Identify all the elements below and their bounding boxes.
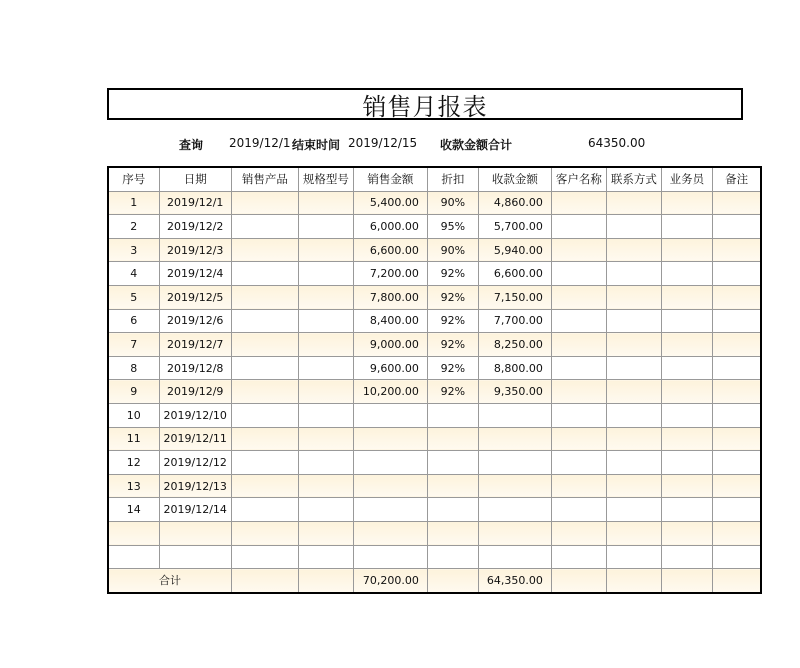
table-cell[interactable]: [606, 215, 661, 239]
col-header-date: 日期: [159, 167, 231, 191]
table-row: [108, 521, 761, 545]
table-cell[interactable]: [298, 569, 353, 593]
table-cell[interactable]: [478, 521, 551, 545]
table-cell[interactable]: [712, 191, 761, 215]
table-cell[interactable]: 7,200.00: [353, 262, 427, 286]
table-cell[interactable]: [551, 262, 606, 286]
table-cell[interactable]: 8,400.00: [353, 309, 427, 333]
table-cell[interactable]: [551, 238, 606, 262]
table-cell[interactable]: [231, 238, 298, 262]
table-cell[interactable]: 92%: [427, 333, 478, 357]
table-cell[interactable]: [231, 521, 298, 545]
table-row: [108, 498, 761, 522]
table-cell[interactable]: [298, 238, 353, 262]
table-cell[interactable]: [427, 569, 478, 593]
table-cell[interactable]: 7: [108, 333, 159, 357]
table-cell[interactable]: [298, 545, 353, 569]
table-cell[interactable]: 9,000.00: [353, 333, 427, 357]
table-cell[interactable]: [712, 333, 761, 357]
table-cell[interactable]: [606, 356, 661, 380]
table-cell[interactable]: [606, 309, 661, 333]
table-cell[interactable]: [159, 521, 231, 545]
table-cell[interactable]: [606, 521, 661, 545]
table-cell[interactable]: [661, 309, 712, 333]
table-row: [108, 403, 761, 427]
table-cell[interactable]: 2019/12/14: [159, 498, 231, 522]
table-cell[interactable]: [427, 451, 478, 475]
table-cell[interactable]: [551, 285, 606, 309]
table-cell[interactable]: [551, 380, 606, 404]
table-cell[interactable]: [231, 356, 298, 380]
col-header-product: 销售产品: [231, 167, 298, 191]
table-cell[interactable]: 5,700.00: [478, 215, 551, 239]
table-cell[interactable]: [551, 215, 606, 239]
table-row: [108, 262, 761, 286]
sales-amount-total: 70,200.00: [353, 569, 427, 593]
table-cell[interactable]: 13: [108, 474, 159, 498]
table-cell[interactable]: [353, 521, 427, 545]
table-cell[interactable]: 2019/12/3: [159, 238, 231, 262]
table-row: [108, 285, 761, 309]
table-cell[interactable]: [231, 380, 298, 404]
table-cell[interactable]: [478, 403, 551, 427]
table-cell[interactable]: 6: [108, 309, 159, 333]
table-cell[interactable]: 2019/12/7: [159, 333, 231, 357]
table-row: [108, 545, 761, 569]
table-cell[interactable]: 2019/12/12: [159, 451, 231, 475]
table-cell[interactable]: [606, 498, 661, 522]
table-cell[interactable]: 2019/12/10: [159, 403, 231, 427]
table-cell[interactable]: [231, 498, 298, 522]
table-cell[interactable]: [606, 191, 661, 215]
table-cell[interactable]: [478, 451, 551, 475]
table-cell[interactable]: 6,600.00: [353, 238, 427, 262]
table-cell[interactable]: 9: [108, 380, 159, 404]
col-header-notes: 备注: [712, 167, 761, 191]
table-cell[interactable]: [551, 451, 606, 475]
table-cell[interactable]: 90%: [427, 191, 478, 215]
table-cell[interactable]: [606, 285, 661, 309]
table-row: [108, 333, 761, 357]
col-header-sales-amount: 销售金额: [353, 167, 427, 191]
table-cell[interactable]: 7,700.00: [478, 309, 551, 333]
table-cell[interactable]: [661, 521, 712, 545]
table-cell[interactable]: [712, 427, 761, 451]
table-cell[interactable]: 2019/12/6: [159, 309, 231, 333]
table-cell[interactable]: 2019/12/13: [159, 474, 231, 498]
table-cell[interactable]: [298, 403, 353, 427]
table-cell[interactable]: [606, 380, 661, 404]
table-row: [108, 191, 761, 215]
table-cell[interactable]: [231, 262, 298, 286]
table-cell[interactable]: [298, 285, 353, 309]
sales-table: [107, 166, 762, 594]
table-cell[interactable]: [478, 474, 551, 498]
table-cell[interactable]: [606, 451, 661, 475]
table-cell[interactable]: [159, 545, 231, 569]
query-bar: [0, 136, 800, 154]
table-cell[interactable]: [661, 356, 712, 380]
table-cell[interactable]: [478, 498, 551, 522]
table-cell[interactable]: [353, 451, 427, 475]
table-cell[interactable]: [231, 191, 298, 215]
table-cell[interactable]: [231, 309, 298, 333]
table-cell[interactable]: 3: [108, 238, 159, 262]
table-cell[interactable]: [712, 474, 761, 498]
table-cell[interactable]: 7,800.00: [353, 285, 427, 309]
table-cell[interactable]: 8: [108, 356, 159, 380]
table-cell[interactable]: [606, 545, 661, 569]
table-cell[interactable]: [661, 285, 712, 309]
table-cell[interactable]: [661, 427, 712, 451]
table-cell[interactable]: 2: [108, 215, 159, 239]
col-header-spec: 规格型号: [298, 167, 353, 191]
table-cell[interactable]: [551, 498, 606, 522]
table-cell[interactable]: [298, 427, 353, 451]
table-cell[interactable]: 92%: [427, 309, 478, 333]
table-cell[interactable]: 2019/12/1: [159, 191, 231, 215]
table-cell[interactable]: [108, 545, 159, 569]
table-cell[interactable]: 11: [108, 427, 159, 451]
table-cell[interactable]: [712, 309, 761, 333]
col-header-index: 序号: [108, 167, 159, 191]
table-cell[interactable]: [478, 427, 551, 451]
table-cell[interactable]: [298, 309, 353, 333]
table-cell[interactable]: [231, 427, 298, 451]
table-cell[interactable]: [231, 569, 298, 593]
table-cell[interactable]: [712, 569, 761, 593]
col-header-received-amount: 收款金额: [478, 167, 551, 191]
table-cell[interactable]: [712, 285, 761, 309]
table-cell[interactable]: [231, 545, 298, 569]
table-cell[interactable]: 92%: [427, 285, 478, 309]
table-cell[interactable]: [231, 285, 298, 309]
table-cell[interactable]: [712, 238, 761, 262]
table-cell[interactable]: [551, 333, 606, 357]
table-cell[interactable]: [712, 451, 761, 475]
col-header-customer: 客户名称: [551, 167, 606, 191]
table-cell[interactable]: 2019/12/4: [159, 262, 231, 286]
table-row: [108, 427, 761, 451]
table-cell[interactable]: 10,200.00: [353, 380, 427, 404]
table-cell[interactable]: [231, 333, 298, 357]
table-cell[interactable]: [427, 474, 478, 498]
table-cell[interactable]: [606, 333, 661, 357]
table-cell[interactable]: [231, 403, 298, 427]
table-cell[interactable]: 92%: [427, 262, 478, 286]
table-cell[interactable]: [712, 403, 761, 427]
table-cell[interactable]: [712, 521, 761, 545]
table-cell[interactable]: [427, 427, 478, 451]
end-date-value[interactable]: 2019/12/15: [348, 136, 418, 150]
table-row: [108, 451, 761, 475]
table-cell[interactable]: [298, 356, 353, 380]
table-cell[interactable]: [298, 521, 353, 545]
table-cell[interactable]: [427, 498, 478, 522]
table-cell[interactable]: [606, 238, 661, 262]
table-cell[interactable]: [298, 451, 353, 475]
table-cell[interactable]: 9,350.00: [478, 380, 551, 404]
table-row: [108, 380, 761, 404]
table-cell[interactable]: [353, 545, 427, 569]
total-received-label: 收款金额合计: [440, 138, 513, 152]
table-cell[interactable]: [661, 215, 712, 239]
table-cell[interactable]: [298, 215, 353, 239]
table-cell[interactable]: 5: [108, 285, 159, 309]
table-cell[interactable]: [661, 380, 712, 404]
table-cell[interactable]: 2019/12/2: [159, 215, 231, 239]
table-cell[interactable]: [606, 569, 661, 593]
table-cell[interactable]: [661, 403, 712, 427]
table-cell[interactable]: [353, 474, 427, 498]
table-cell[interactable]: [298, 498, 353, 522]
table-cell[interactable]: [298, 333, 353, 357]
table-cell[interactable]: [712, 215, 761, 239]
table-cell[interactable]: [661, 545, 712, 569]
table-cell[interactable]: 7,150.00: [478, 285, 551, 309]
table-row: [108, 309, 761, 333]
table-cell[interactable]: [551, 427, 606, 451]
table-cell[interactable]: [353, 403, 427, 427]
table-row: [108, 356, 761, 380]
table-cell[interactable]: [551, 569, 606, 593]
received-amount-total: 64,350.00: [478, 569, 551, 593]
table-cell[interactable]: 4,860.00: [478, 191, 551, 215]
table-cell[interactable]: [298, 262, 353, 286]
table-cell[interactable]: 5,400.00: [353, 191, 427, 215]
table-cell[interactable]: 5,940.00: [478, 238, 551, 262]
table-cell[interactable]: [231, 451, 298, 475]
table-cell[interactable]: [298, 380, 353, 404]
table-cell[interactable]: [478, 545, 551, 569]
table-cell[interactable]: 90%: [427, 238, 478, 262]
table-cell[interactable]: [298, 474, 353, 498]
table-cell[interactable]: 95%: [427, 215, 478, 239]
table-cell[interactable]: [551, 403, 606, 427]
table-cell[interactable]: 6,600.00: [478, 262, 551, 286]
total-row-label: 合计: [108, 569, 231, 593]
col-header-discount: 折扣: [427, 167, 478, 191]
table-cell[interactable]: [712, 262, 761, 286]
table-cell[interactable]: [606, 262, 661, 286]
table-cell[interactable]: [661, 474, 712, 498]
table-cell[interactable]: 10: [108, 403, 159, 427]
table-cell[interactable]: [551, 309, 606, 333]
start-date-value[interactable]: 2019/12/1: [229, 136, 291, 150]
table-cell[interactable]: [661, 191, 712, 215]
table-row: [108, 238, 761, 262]
total-received-value: 64350.00: [588, 136, 646, 150]
end-date-label: 结束时间: [292, 138, 341, 152]
table-cell[interactable]: [661, 262, 712, 286]
table-cell[interactable]: [427, 521, 478, 545]
table-cell[interactable]: 4: [108, 262, 159, 286]
report-title: 销售月报表: [107, 88, 743, 120]
table-row: [108, 474, 761, 498]
table-cell[interactable]: [661, 238, 712, 262]
table-cell[interactable]: 14: [108, 498, 159, 522]
table-cell[interactable]: [551, 521, 606, 545]
table-cell[interactable]: 2019/12/11: [159, 427, 231, 451]
table-cell[interactable]: [108, 521, 159, 545]
table-cell[interactable]: [661, 451, 712, 475]
table-cell[interactable]: [298, 191, 353, 215]
table-cell[interactable]: [427, 403, 478, 427]
table-cell[interactable]: [712, 380, 761, 404]
table-cell[interactable]: [353, 427, 427, 451]
table-cell[interactable]: [551, 474, 606, 498]
table-cell[interactable]: [661, 569, 712, 593]
table-cell[interactable]: [231, 215, 298, 239]
table-cell[interactable]: 92%: [427, 356, 478, 380]
table-cell[interactable]: [712, 356, 761, 380]
table-cell[interactable]: 1: [108, 191, 159, 215]
table-cell[interactable]: [427, 545, 478, 569]
table-cell[interactable]: [712, 545, 761, 569]
table-cell[interactable]: 9,600.00: [353, 356, 427, 380]
table-cell[interactable]: 8,800.00: [478, 356, 551, 380]
table-cell[interactable]: [606, 427, 661, 451]
table-cell[interactable]: [712, 498, 761, 522]
table-cell[interactable]: 2019/12/5: [159, 285, 231, 309]
col-header-contact: 联系方式: [606, 167, 661, 191]
table-cell[interactable]: 2019/12/9: [159, 380, 231, 404]
header-row: [108, 167, 761, 191]
table-cell[interactable]: 2019/12/8: [159, 356, 231, 380]
query-label: 查询: [179, 138, 204, 152]
table-cell[interactable]: 6,000.00: [353, 215, 427, 239]
col-header-salesperson: 业务员: [661, 167, 712, 191]
table-cell[interactable]: [551, 191, 606, 215]
table-cell[interactable]: 12: [108, 451, 159, 475]
table-row: [108, 215, 761, 239]
table-cell[interactable]: [353, 498, 427, 522]
table-cell[interactable]: [231, 474, 298, 498]
table-cell[interactable]: [606, 403, 661, 427]
table-cell[interactable]: 8,250.00: [478, 333, 551, 357]
table-cell[interactable]: [551, 356, 606, 380]
table-cell[interactable]: 92%: [427, 380, 478, 404]
table-cell[interactable]: [661, 498, 712, 522]
table-cell[interactable]: [551, 545, 606, 569]
table-cell[interactable]: [606, 474, 661, 498]
table-cell[interactable]: [661, 333, 712, 357]
total-row: [108, 569, 761, 593]
